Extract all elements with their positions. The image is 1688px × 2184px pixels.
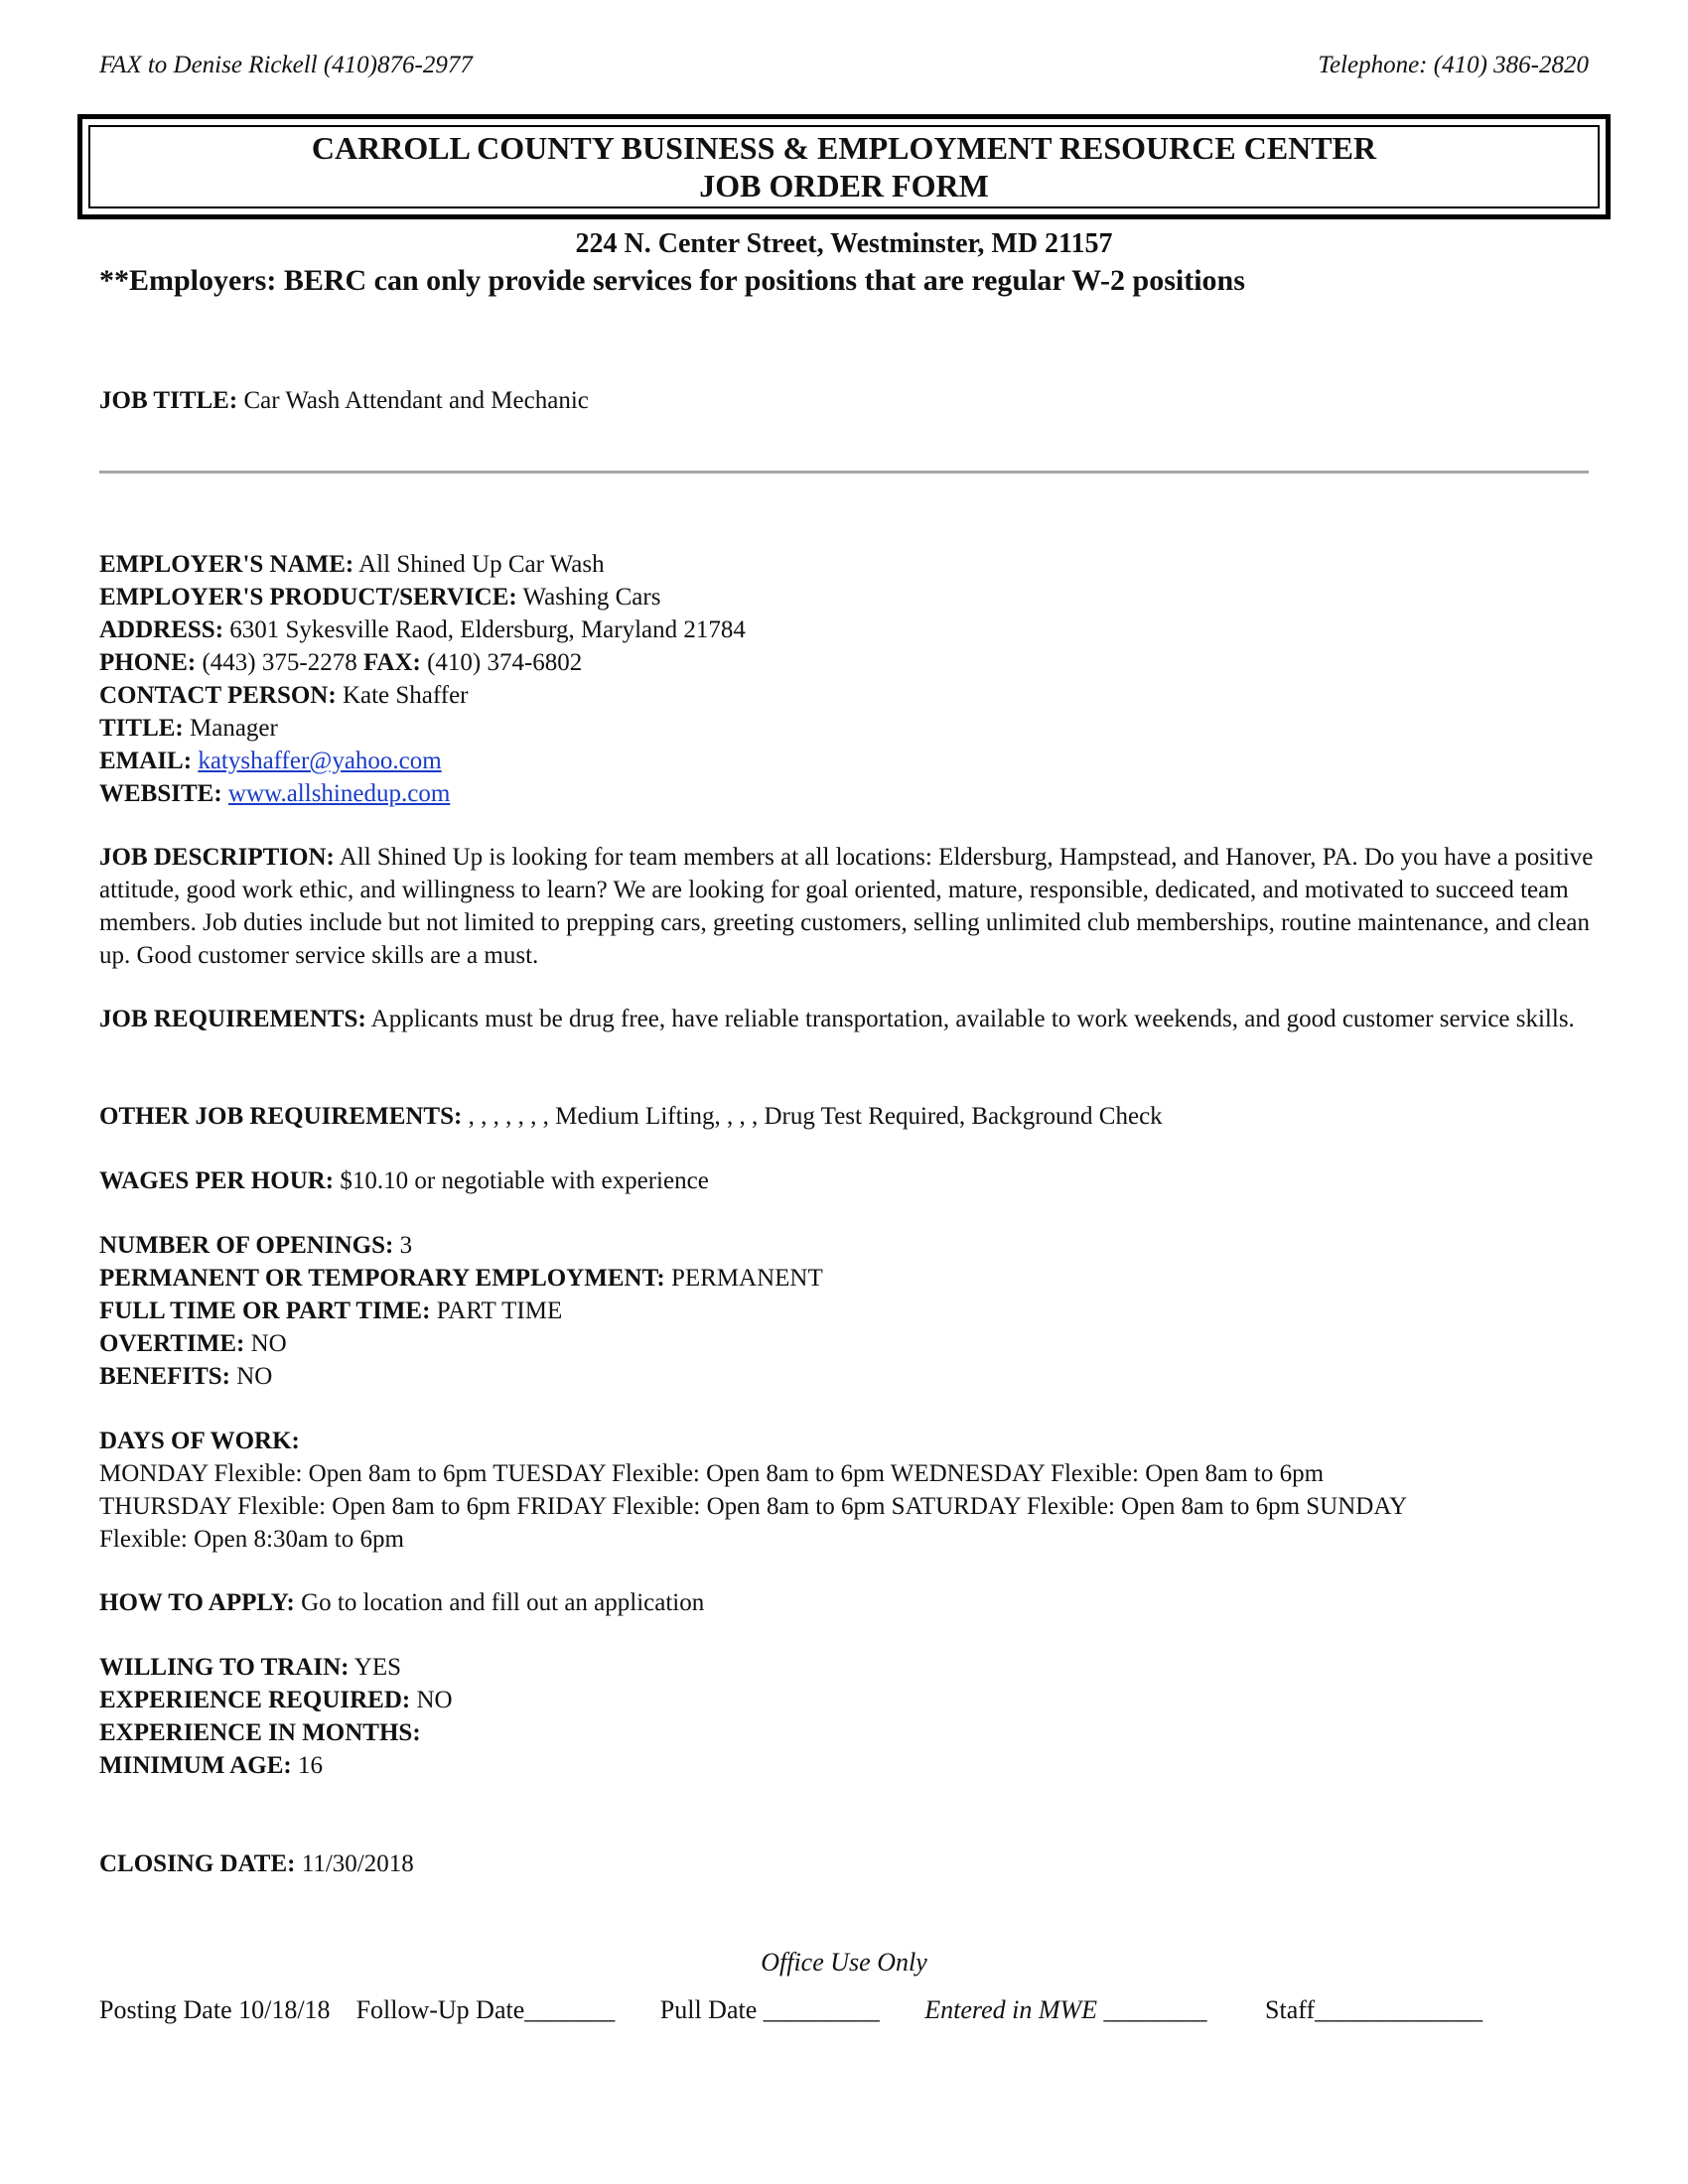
job-title-label: JOB TITLE: xyxy=(99,387,238,414)
fax-header: FAX to Denise Rickell (410)876-2977 xyxy=(99,52,473,78)
job-description-text: All Shined Up is looking for team members at all locations: Eldersburg, Hampstead, and Hanover, PA. Do you have a positive attitude, good work ethic, and willingness to learn? We are looking for goal oriented, mature, responsible, dedicated, and motivated to succeed team members. Job duties include but not limited to prepping cars, greeting customers, selling unlimited club memberships, routine maintenance, and clean up. Good customer service skills are a must. xyxy=(99,844,1594,969)
contact-value: Kate Shaffer xyxy=(342,682,469,709)
days-line-2: THURSDAY Flexible: Open 8am to 6pm FRIDAY Flexible: Open 8am to 6pm SATURDAY Flexible: Open 8am to 6pm SUNDAY xyxy=(99,1493,1408,1520)
website-label: WEBSITE: xyxy=(99,780,222,807)
address-value: 6301 Sykesville Raod, Eldersburg, Maryland 21784 xyxy=(229,616,746,643)
perm-label: PERMANENT OR TEMPORARY EMPLOYMENT: xyxy=(99,1265,665,1292)
product-label: EMPLOYER'S PRODUCT/SERVICE: xyxy=(99,584,517,611)
closing-date-value: 11/30/2018 xyxy=(301,1850,414,1877)
closing-date xyxy=(99,1847,1599,1880)
openings-label: NUMBER OF OPENINGS: xyxy=(99,1232,394,1259)
other-requirements xyxy=(99,1100,1599,1133)
experience-months-label: EXPERIENCE IN MONTHS: xyxy=(99,1719,421,1746)
days-line-3: Flexible: Open 8:30am to 6pm xyxy=(99,1526,404,1553)
entered-in-mwe-blank: ________ xyxy=(1103,1995,1207,2024)
office-use-row xyxy=(99,1995,1482,2025)
experience-label: EXPERIENCE REQUIRED: xyxy=(99,1687,411,1713)
train-label: WILLING TO TRAIN: xyxy=(99,1654,350,1681)
wages-label: WAGES PER HOUR: xyxy=(99,1167,335,1194)
divider xyxy=(99,471,1589,474)
telephone-header: Telephone: (410) 386-2820 xyxy=(1318,52,1589,78)
pull-date: Pull Date _________ xyxy=(659,1995,880,2024)
training-section xyxy=(99,1651,1599,1782)
days-label: DAYS OF WORK: xyxy=(99,1428,300,1454)
fulltime-label: FULL TIME OR PART TIME: xyxy=(99,1297,431,1324)
fax-label: FAX: xyxy=(362,649,421,676)
address-label: ADDRESS: xyxy=(99,616,224,643)
wages-value: $10.10 or negotiable with experience xyxy=(340,1167,709,1194)
how-to-apply-value: Go to location and fill out an application xyxy=(301,1589,705,1616)
entered-in-mwe-label: Entered in MWE xyxy=(924,1995,1098,2024)
train-value: YES xyxy=(353,1654,402,1681)
closing-date-label: CLOSING DATE: xyxy=(99,1850,296,1877)
fulltime-value: PART TIME xyxy=(436,1297,563,1324)
fax-value: (410) 374-6802 xyxy=(427,649,583,676)
how-to-apply-label: HOW TO APPLY: xyxy=(99,1589,295,1616)
contact-label: CONTACT PERSON: xyxy=(99,682,337,709)
follow-up-date: Follow-Up Date_______ xyxy=(355,1995,616,2024)
product-value: Washing Cars xyxy=(522,584,661,611)
job-title-row xyxy=(99,387,589,415)
office-use-heading: Office Use Only xyxy=(761,1948,927,1977)
form-title: JOB ORDER FORM xyxy=(699,168,989,204)
contact-title-value: Manager xyxy=(190,715,278,742)
staff: Staff_____________ xyxy=(1265,1995,1483,2024)
email-label: EMAIL: xyxy=(99,748,193,774)
job-title-value: Car Wash Attendant and Mechanic xyxy=(243,387,589,414)
phone-label: PHONE: xyxy=(99,649,197,676)
center-address: 224 N. Center Street, Westminster, MD 21157 xyxy=(575,228,1113,259)
email-link[interactable]: katyshaffer@yahoo.com xyxy=(198,748,442,774)
overtime-label: OVERTIME: xyxy=(99,1330,245,1357)
job-description-label: JOB DESCRIPTION: xyxy=(99,844,335,871)
employer-notice: **Employers: BERC can only provide services for positions that are regular W-2 positions xyxy=(99,264,1245,297)
days-of-work xyxy=(99,1425,1599,1556)
org-title: CARROLL COUNTY BUSINESS & EMPLOYMENT RESOURCE CENTER xyxy=(311,130,1377,166)
employer-section xyxy=(99,548,1599,810)
minimum-age-value: 16 xyxy=(297,1752,323,1779)
other-requirements-text: , , , , , , , Medium Lifting, , , , Drug Test Required, Background Check xyxy=(468,1103,1163,1130)
employer-name-label: EMPLOYER'S NAME: xyxy=(99,551,354,578)
job-requirements xyxy=(99,1003,1599,1035)
job-description xyxy=(99,841,1599,972)
overtime-value: NO xyxy=(250,1330,287,1357)
employment-section xyxy=(99,1229,1599,1393)
contact-title-label: TITLE: xyxy=(99,715,184,742)
job-requirements-text: Applicants must be drug free, have reliable transportation, available to work weekends, and good customer service skills. xyxy=(370,1006,1575,1032)
title-box xyxy=(77,114,1611,219)
benefits-label: BENEFITS: xyxy=(99,1363,230,1390)
benefits-value: NO xyxy=(236,1363,273,1390)
openings-value: 3 xyxy=(399,1232,413,1259)
other-requirements-label: OTHER JOB REQUIREMENTS: xyxy=(99,1103,463,1130)
perm-value: PERMANENT xyxy=(670,1265,823,1292)
posting-date: Posting Date 10/18/18 xyxy=(99,1995,331,2024)
experience-value: NO xyxy=(416,1687,453,1713)
wages xyxy=(99,1164,1599,1197)
website-link[interactable]: www.allshinedup.com xyxy=(227,780,451,807)
days-line-1: MONDAY Flexible: Open 8am to 6pm TUESDAY Flexible: Open 8am to 6pm WEDNESDAY Flexible: Open 8am to 6pm xyxy=(99,1460,1325,1487)
phone-value: (443) 375-2278 xyxy=(202,649,357,676)
how-to-apply xyxy=(99,1586,1599,1619)
employer-name: All Shined Up Car Wash xyxy=(358,551,605,578)
minimum-age-label: MINIMUM AGE: xyxy=(99,1752,292,1779)
job-requirements-label: JOB REQUIREMENTS: xyxy=(99,1006,366,1032)
